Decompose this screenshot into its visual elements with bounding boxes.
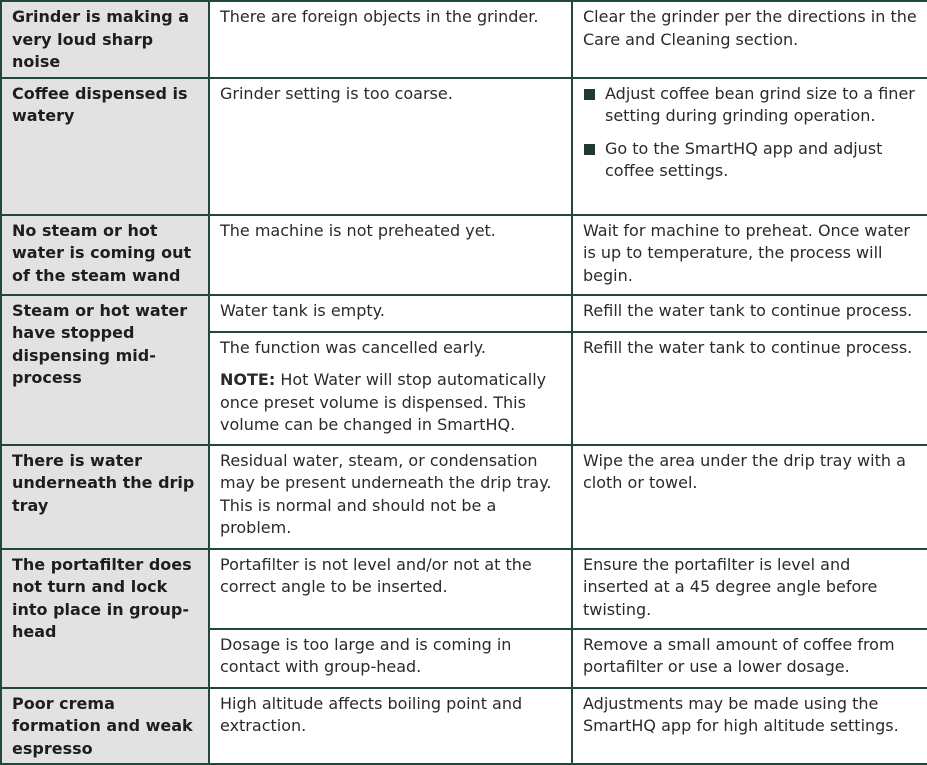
problem-cell: Poor crema formation and weak espresso: [1, 688, 209, 765]
table-row: [1, 78, 927, 215]
square-bullet-icon: [584, 144, 595, 155]
cause-cell: Residual water, steam, or condensation may be present underneath the drip tray. This is normal and should not be a problem.: [209, 445, 572, 549]
problem-cell: Grinder is making a very loud sharp noise: [1, 1, 209, 78]
action-cell: Adjustments may be made using the SmartHQ app for high altitude settings.: [572, 688, 927, 765]
cause-text: The function was cancelled early.: [220, 337, 486, 357]
problem-cell: The portafilter does not turn and lock into place in group-head: [1, 549, 209, 688]
action-bullet-list: [583, 83, 919, 183]
note-label: NOTE:: [220, 370, 276, 389]
cause-cell: Portafilter is not level and/or not at the correct angle to be inserted.: [209, 549, 572, 629]
action-cell: Clear the grinder per the directions in the Care and Cleaning section.: [572, 1, 927, 78]
cause-cell: There are foreign objects in the grinder.: [209, 1, 572, 78]
table-row: [1, 295, 927, 332]
table-row: [1, 215, 927, 295]
cause-cell: Dosage is too large and is coming in contact with group-head.: [209, 629, 572, 688]
problem-cell: Coffee dispensed is watery: [1, 78, 209, 215]
note-paragraph: [220, 369, 563, 437]
action-cell: [572, 78, 927, 215]
problem-cell: There is water underneath the drip tray: [1, 445, 209, 549]
list-item: [583, 83, 919, 128]
square-bullet-icon: [584, 89, 595, 100]
cause-cell: [209, 332, 572, 445]
bullet-text: Go to the SmartHQ app and adjust coffee settings.: [605, 138, 883, 180]
problem-cell: No steam or hot water is coming out of the steam wand: [1, 215, 209, 295]
cause-cell: Water tank is empty.: [209, 295, 572, 332]
note-text: Hot Water will stop automatically once preset volume is dispensed. This volume can be changed in SmartHQ.: [220, 370, 547, 434]
table-row: [1, 1, 927, 78]
bullet-text: Adjust coffee bean grind size to a finer setting during grinding operation.: [605, 83, 915, 125]
cause-cell: Grinder setting is too coarse.: [209, 78, 572, 215]
cause-cell: The machine is not preheated yet.: [209, 215, 572, 295]
list-item: [583, 138, 919, 183]
action-cell: Refill the water tank to continue process.: [572, 295, 927, 332]
problem-cell: Steam or hot water have stopped dispensing mid-process: [1, 295, 209, 445]
table-row: [1, 688, 927, 765]
table-row: [1, 445, 927, 549]
action-cell: Remove a small amount of coffee from portafilter or use a lower dosage.: [572, 629, 927, 688]
action-cell: Wait for machine to preheat. Once water is up to temperature, the process will begin.: [572, 215, 927, 295]
table-row: [1, 549, 927, 629]
action-cell: Refill the water tank to continue process.: [572, 332, 927, 445]
cause-cell: High altitude affects boiling point and extraction.: [209, 688, 572, 765]
action-cell: Ensure the portafilter is level and inserted at a 45 degree angle before twisting.: [572, 549, 927, 629]
action-cell: Wipe the area under the drip tray with a cloth or towel.: [572, 445, 927, 549]
